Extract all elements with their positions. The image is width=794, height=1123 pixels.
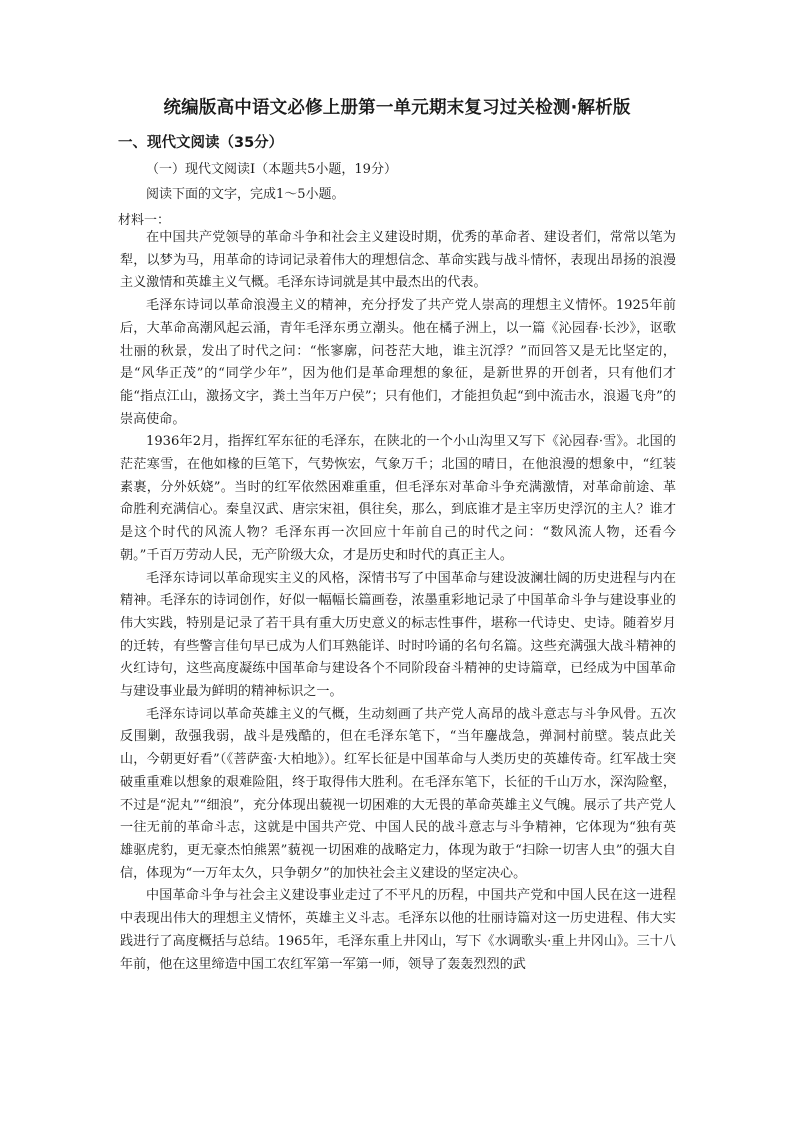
paragraph-6: 中国革命斗争与社会主义建设事业走过了不平凡的历程，中国共产党和中国人民在这一进程中表现出伟大的理想主义情怀，英雄主义斗志。毛泽东以他的壮丽诗篇对这一历史进程、伟大实践进行了高度概括与总结。1965年，毛泽东重上井冈山，写下《水调歌头·重上井冈山》。三十八年前，他在这里缔造中国工农红军第一军第一师，领导了轰轰烈烈的武 [120,888,676,972]
section-heading: 一、现代文阅读（35分） [118,135,284,151]
article-body [120,227,676,976]
sub-section-heading: （一）现代文阅读Ⅰ（本题共5小题，19分） [146,162,397,177]
paragraph-5: 毛泽东诗词以革命英雄主义的气概，生动刻画了共产党人高昂的战斗意志与斗争风骨。五次反围剿，敌强我弱，战斗是残酷的，但在毛泽东笔下，“当年鏖战急，弹洞村前壁。装点此关山，今朝更好看”（《菩萨蛮·大柏地》）。红军长征是中国革命与人类历史的英雄传奇。红军战士突破重重难以想象的艰难险阻，终于取得伟大胜利。在毛泽东笔下，长征的千山万水，深沟险壑，不过是“泥丸”“细浪”，充分体现出藐视一切困难的大无畏的革命英雄主义气魄。展示了共产党人一往无前的革命斗志，这就是中国共产党、中国人民的战斗意志与斗争精神，它体现为“独有英雄驱虎豹，更无豪杰怕熊罴”藐视一切困难的战略定力，体现为敢于“扫除一切害人虫”的强大自信，体现为“一万年太久，只争朝夕”的加快社会主义建设的坚定决心。 [120,706,676,881]
paragraph-1: 在中国共产党领导的革命斗争和社会主义建设时期，优秀的革命者、建设者们，常常以笔为犁，以梦为马，用革命的诗词记录着伟大的理想信念、革命实践与战斗情怀，表现出昂扬的浪漫主义激情和英雄主义气概。毛泽东诗词就是其中最杰出的代表。 [120,230,676,291]
material-label: 材料一： [118,213,171,228]
paragraph-2: 毛泽东诗词以革命浪漫主义的精神，充分抒发了共产党人崇高的理想主义情怀。1925年前后，大革命高潮风起云涌，青年毛泽东勇立潮头。他在橘子洲上，以一篇《沁园春·长沙》，讴歌壮丽的秋景，发出了时代之问：“怅寥廓，问苍茫大地，谁主沉浮？”而回答又是无比坚定的，是“风华正茂”的“同学少年”，因为他们是革命理想的象征，是新世界的开创者，只有他们才能“指点江山，激扬文字，粪土当年万户侯”；只有他们，才能担负起“到中流击水，浪遏飞舟”的崇高使命。 [120,298,676,427]
reading-instruction: 阅读下面的文字，完成1～5小题。 [146,187,345,202]
paragraph-3: 1936年2月，指挥红军东征的毛泽东，在陕北的一个小山沟里又写下《沁园春·雪》。北国的茫茫寒雪，在他如椽的巨笔下，气势恢宏，气象万千；北国的晴日，在他浪漫的想象中，“红装素裹，分外妖娆”。当时的红军依然困难重重，但毛泽东对革命斗争充满激情，对革命前途、革命胜利充满信心。秦皇汉武、唐宗宋祖，俱往矣，那么，到底谁才是主宰历史浮沉的主人？谁才是这个时代的风流人物？毛泽东再一次回应十年前自己的时代之问：“数风流人物，还看今朝。”千百万劳动人民，无产阶级大众，才是历史和时代的真正主人。 [120,434,676,563]
paragraph-4: 毛泽东诗词以革命现实主义的风格，深情书写了中国革命与建设波澜壮阔的历史进程与内在精神。毛泽东的诗词创作，好似一幅幅长篇画卷，浓墨重彩地记录了中国革命斗争与建设事业的伟大实践，特别是记录了若干具有重大历史意义的标志性事件，堪称一代诗史、史诗。随着岁月的迁转，有些警言佳句早已成为人们耳熟能详、时时吟诵的名句名篇。这些充满强大战斗精神的火红诗句，这些高度凝练中国革命与建设各个不同阶段奋斗精神的史诗篇章，已经成为中国革命与建设事业最为鲜明的精神标识之一。 [120,570,676,700]
document-title: 统编版高中语文必修上册第一单元期末复习过关检测·解析版 [163,98,631,118]
